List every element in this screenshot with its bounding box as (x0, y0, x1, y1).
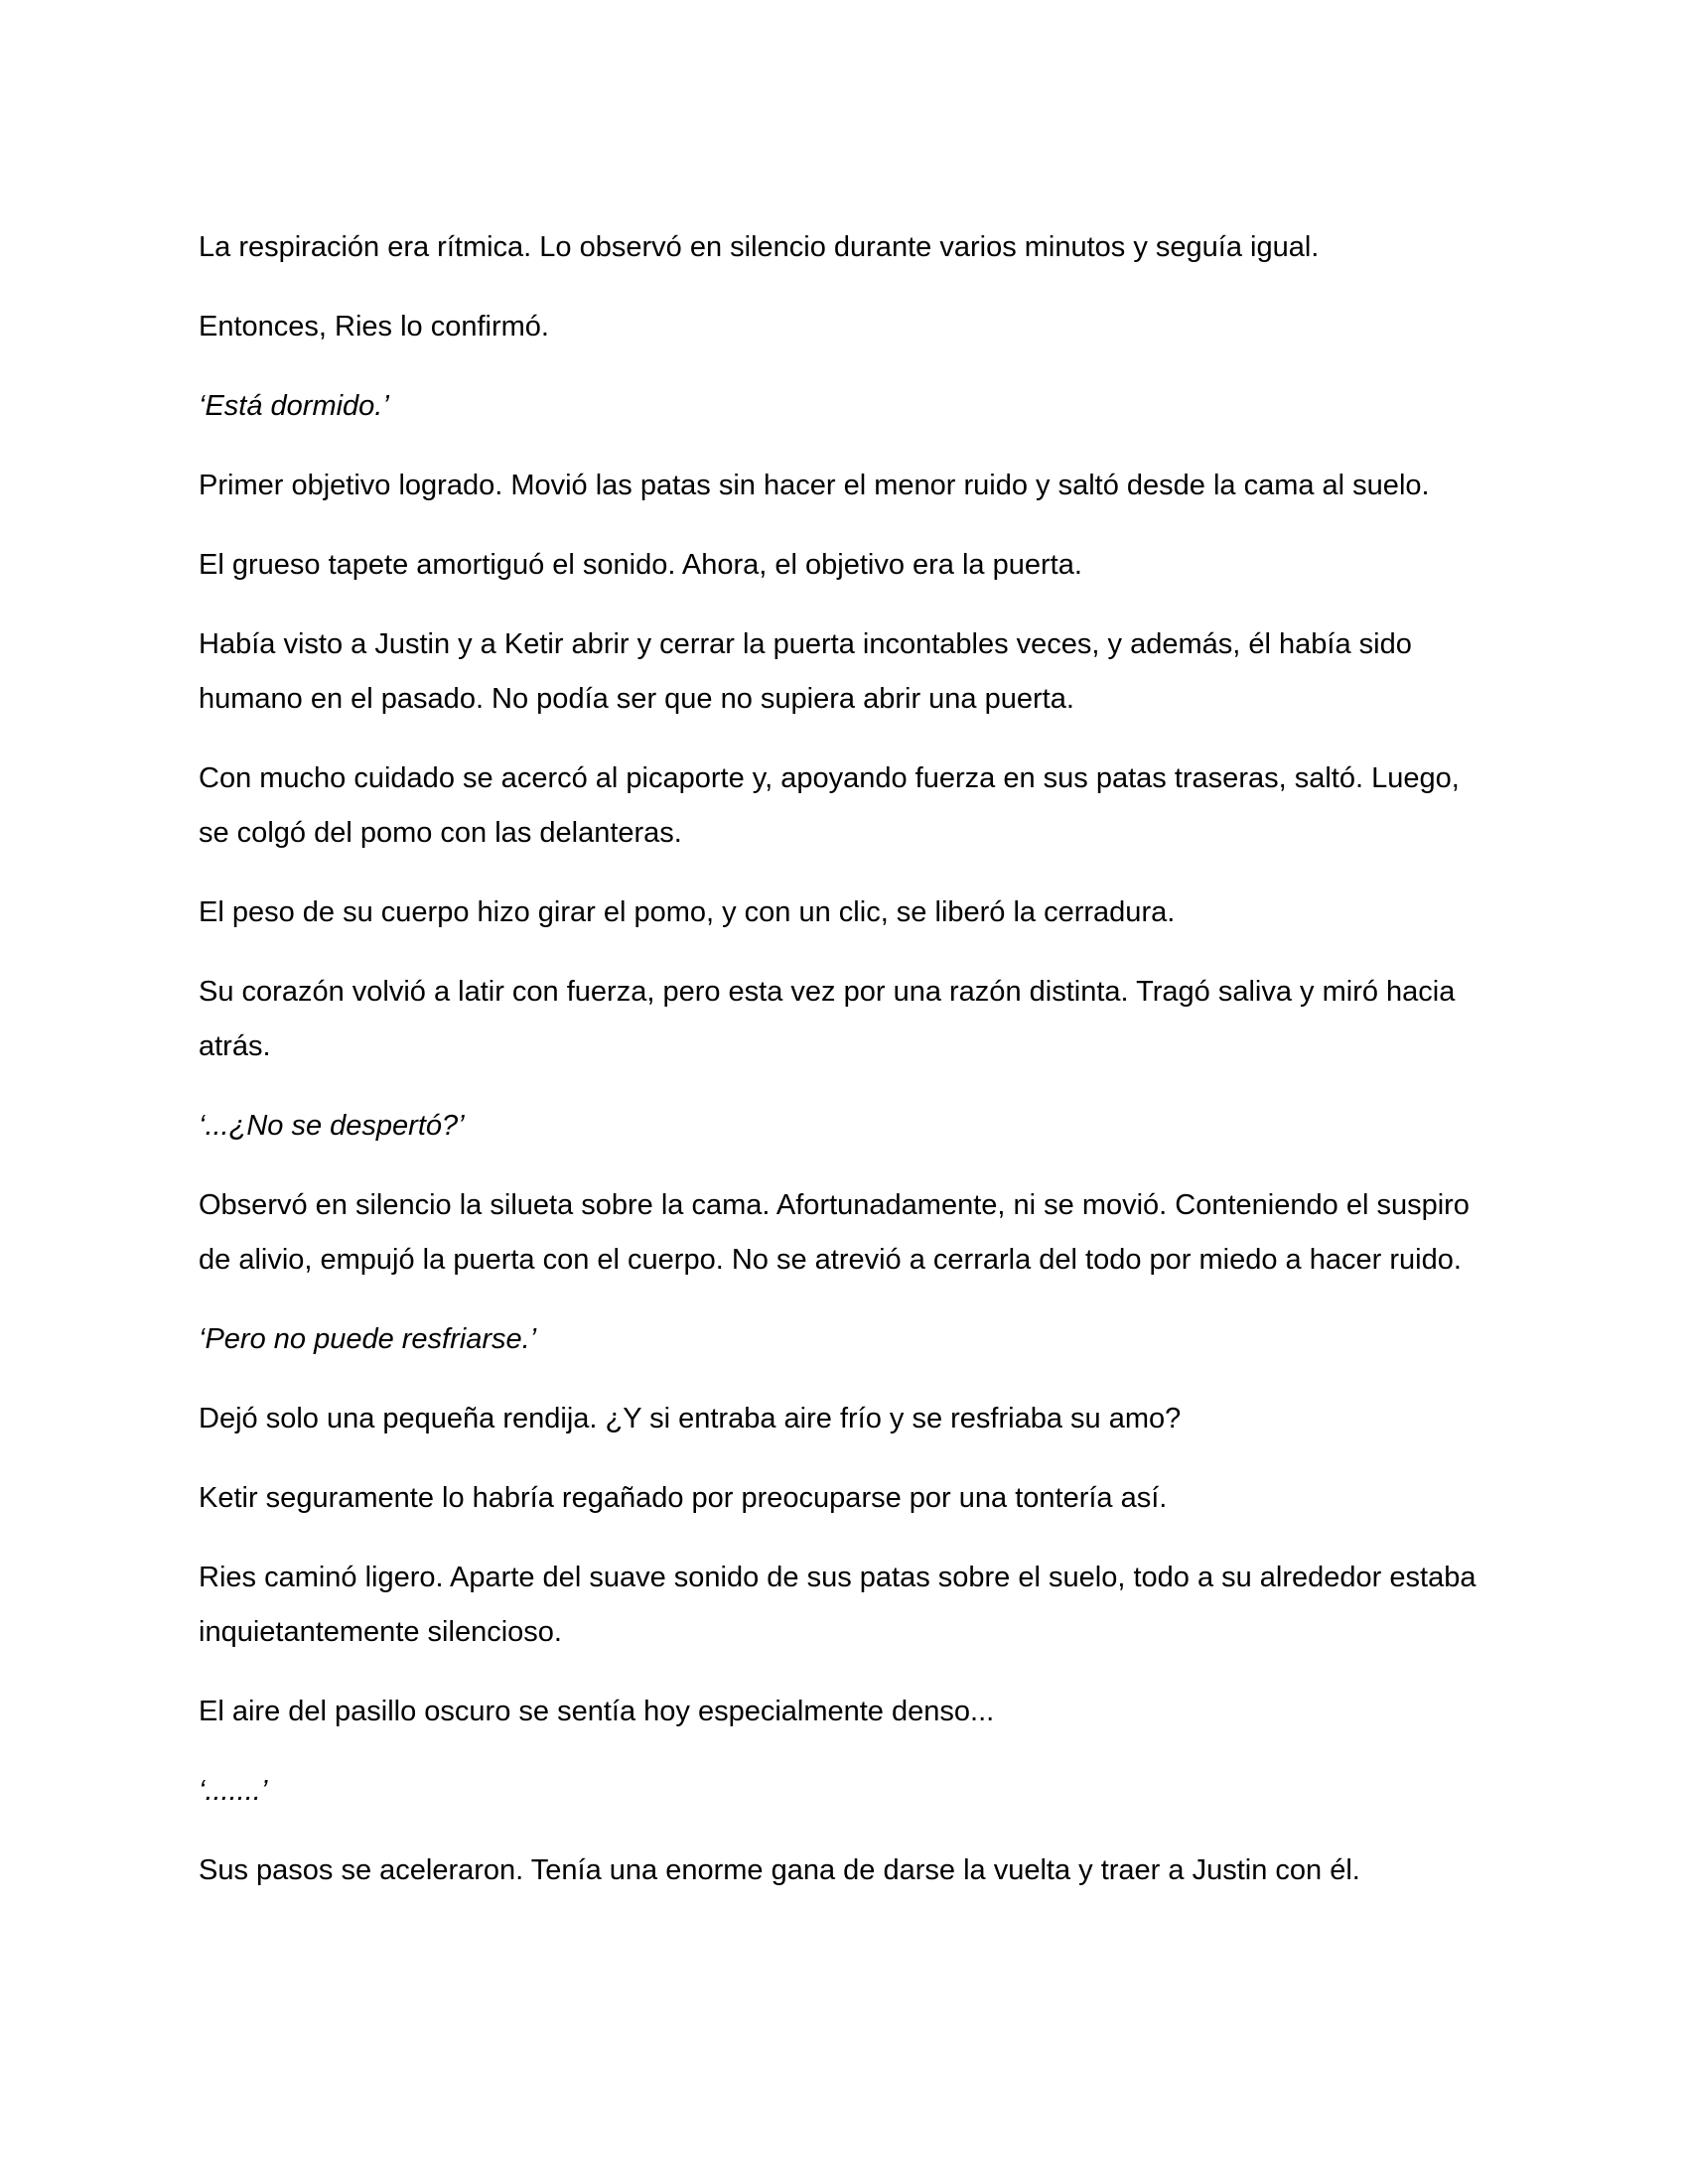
paragraph: El grueso tapete amortiguó el sonido. Ahora, el objetivo era la puerta. (199, 549, 1082, 581)
paragraph: Ries caminó ligero. Aparte del suave sonido de sus patas sobre el suelo, todo a su alrededor estaba inquietantemente silencioso. (199, 1562, 1484, 1648)
paragraph: El peso de su cuerpo hizo girar el pomo, y con un clic, se liberó la cerradura. (199, 896, 1176, 928)
paragraph: Primer objetivo logrado. Movió las patas sin hacer el menor ruido y saltó desde la cama al suelo. (199, 470, 1430, 501)
paragraph: Observó en silencio la silueta sobre la cama. Afortunadamente, ni se movió. Conteniendo el suspiro de alivio, empujó la puerta con el cuerpo. No se atrevió a cerrarla del todo por miedo a hacer ruido. (199, 1189, 1477, 1276)
paragraph: Ketir seguramente lo habría regañado por preocuparse por una tontería así. (199, 1482, 1168, 1514)
paragraph: ‘Pero no puede resfriarse.’ (199, 1323, 537, 1355)
document-text-block (199, 220, 1489, 1923)
paragraph: Dejó solo una pequeña rendija. ¿Y si entraba aire frío y se resfriaba su amo? (199, 1403, 1182, 1434)
paragraph: Con mucho cuidado se acercó al picaporte y, apoyando fuerza en sus patas traseras, saltó. Luego, se colgó del pomo con las delanteras. (199, 762, 1468, 849)
paragraph: ‘Está dormido.’ (199, 390, 389, 422)
paragraph: Su corazón volvió a latir con fuerza, pero esta vez por una razón distinta. Tragó saliva y miró hacia atrás. (199, 976, 1464, 1062)
paragraph: ‘.......’ (199, 1775, 268, 1807)
paragraph: Sus pasos se aceleraron. Tenía una enorme gana de darse la vuelta y traer a Justin con él. (199, 1854, 1360, 1886)
paragraph: Había visto a Justin y a Ketir abrir y cerrar la puerta incontables veces, y además, él había sido humano en el pasado. No podía ser que no supiera abrir una puerta. (199, 628, 1420, 715)
paragraph: La respiración era rítmica. Lo observó en silencio durante varios minutos y seguía igual. (199, 231, 1320, 263)
paragraph: ‘...¿No se despertó?’ (199, 1110, 465, 1142)
paragraph: El aire del pasillo oscuro se sentía hoy especialmente denso... (199, 1696, 995, 1727)
paragraph: Entonces, Ries lo confirmó. (199, 311, 549, 342)
